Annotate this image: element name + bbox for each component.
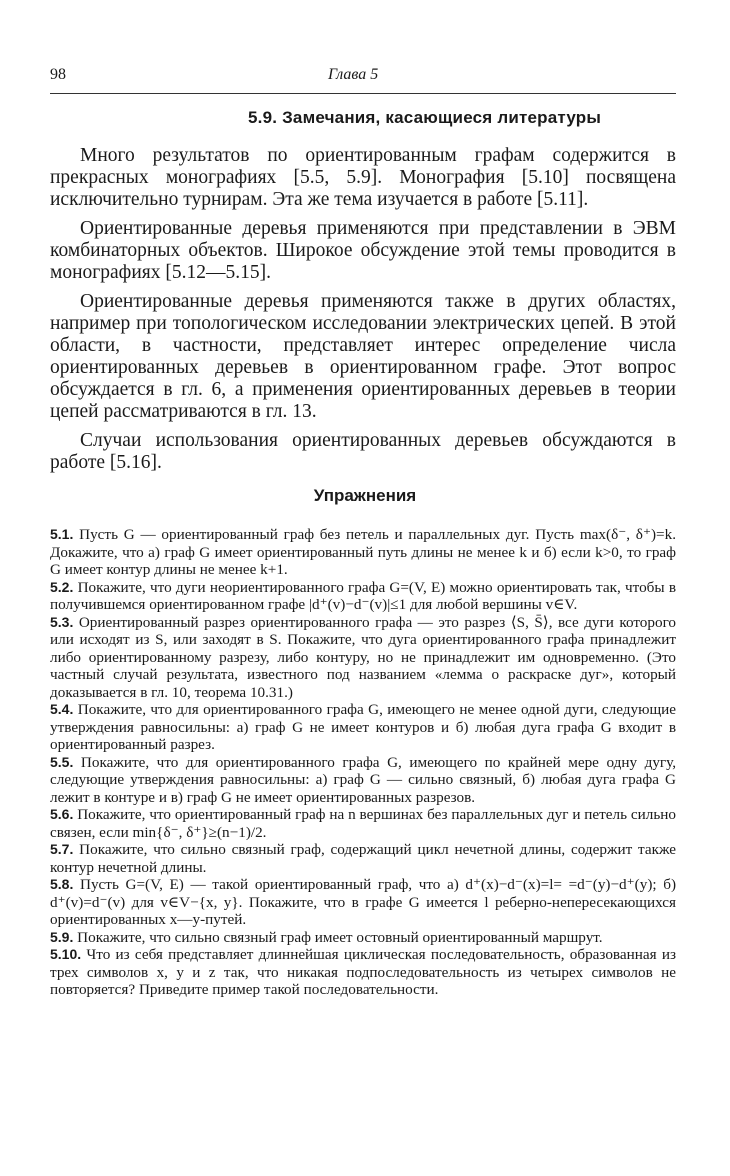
exercise-text: Покажите, что для ориентированного графа G, имеющего по крайней мере одну дугу, следующие утверждения равносильны: а) граф G — сильно связный, б) любая дуга графа G лежит в контуре и в) граф G не имеет ориентированных разрезов.: [50, 753, 677, 806]
exercise-number: 5.5.: [50, 753, 74, 770]
paragraph: Ориентированные деревья применяются при представлении в ЭВМ комбинаторных объектов. Широкое обсуждение этой темы проводится в монографиях [5.12—5.15].: [50, 218, 676, 283]
exercise-text: Покажите, что дуги неориентированного графа G=(V, E) можно ориентировать так, чтобы в получившемся ориентированном графе |d⁺(v)−d⁻(v)|≤1 для любой вершины v∈V.: [50, 578, 676, 613]
exercise-text: Покажите, что сильно связный граф, содержащий цикл нечетной длины, содержит также контур нечетной длины.: [50, 841, 677, 876]
exercise-number: 5.4.: [50, 701, 74, 717]
exercise-item: [50, 841, 676, 876]
exercise-item: [50, 876, 676, 929]
section-body: [50, 145, 676, 481]
header-rule: [50, 93, 676, 94]
exercise-number: 5.3.: [50, 613, 74, 630]
paragraph: Много результатов по ориентированным графам содержится в прекрасных монографиях [5.5, 5.9]. Монография [5.10] посвящена исключительно турнирам. Эта же тема изучается в работе [5.11].: [50, 145, 676, 210]
exercise-text: Пусть G=(V, E) — такой ориентированный граф, что а) d⁺(x)−d⁻(x)=l= =d⁻(y)−d⁺(y); б) d⁺(v)=d⁻(v) для v∈V−{x, y}. Покажите, что в графе G имеется l реберно-непересекающихся ориентированных x—y-путей.: [50, 876, 677, 928]
exercise-number: 5.6.: [50, 806, 74, 822]
exercise-item: [50, 806, 676, 841]
exercises-list: [50, 526, 676, 999]
exercise-text: Покажите, что ориентированный граф на n вершинах без параллельных дуг и петель сильно связен, если min{δ⁻, δ⁺}≥(n−1)/2.: [50, 806, 676, 841]
running-head: Глава 5: [328, 66, 379, 83]
exercise-number: 5.7.: [50, 841, 74, 857]
section-title: 5.9. Замечания, касающиеся литературы: [248, 108, 602, 127]
paragraph: Ориентированные деревья применяются также в других областях, например при топологическом исследовании электрических цепей. В этой области, в частности, представляет интерес определение числа ориентированных деревьев в ориентированном графе. Этот вопрос обсуждается в гл. 6, а применения ориентированных деревьев в теории цепей рассматриваются в гл. 13.: [50, 291, 676, 422]
exercise-text: Пусть G — ориентированный граф без петель и параллельных дуг. Пусть max(δ⁻, δ⁺)=k. Докажите, что а) граф G имеет ориентированный путь длины не менее k и б) если k>0, то граф G имеет контур длины не менее k+1.: [50, 526, 676, 578]
paragraph: Случаи использования ориентированных деревьев обсуждаются в работе [5.16].: [50, 430, 676, 473]
page-number: 98: [50, 66, 66, 83]
page-header: [50, 66, 676, 88]
exercise-number: 5.10.: [50, 946, 82, 962]
exercise-text: Что из себя представляет длиннейшая циклическая последовательность, образованная из трех символов x, y и z так, что никакая подпоследовательность из четырех символов не повторяется? Приведите пример такой последовательности.: [50, 946, 676, 998]
exercise-number: 5.1.: [50, 526, 74, 542]
exercises-title: Упражнения: [313, 486, 417, 505]
exercise-item: [50, 614, 676, 702]
exercise-number: 5.9.: [50, 928, 74, 945]
exercise-text: Покажите, что сильно связный граф имеет остовный ориентированный маршрут.: [77, 928, 603, 946]
exercise-item: [50, 946, 676, 999]
exercise-item: [50, 579, 676, 614]
exercise-text: Ориентированный разрез ориентированного графа — это разрез ⟨S, S̄⟩, все дуги которого или исходят из S, или заходят в S. Покажите, что дуга ориентированного графа принадлежит либо ориентированному разрезу, либо контуру, но не принадлежит им одновременно. (Это частный случай результата, известного под названием «лемма о раскраске дуг», который доказывается в гл. 10, теорема 10.31.): [50, 613, 677, 701]
exercise-item: [50, 701, 676, 754]
exercise-number: 5.2.: [50, 578, 74, 595]
exercise-item: [50, 929, 676, 947]
exercise-item: [50, 526, 676, 579]
exercise-text: Покажите, что для ориентированного графа G, имеющего не менее одной дуги, следующие утверждения равносильны: а) граф G не имеет контуров и б) любая дуга графа G входит в ориентированный разрез.: [50, 701, 677, 753]
exercise-number: 5.8.: [50, 876, 74, 892]
exercise-item: [50, 754, 676, 807]
